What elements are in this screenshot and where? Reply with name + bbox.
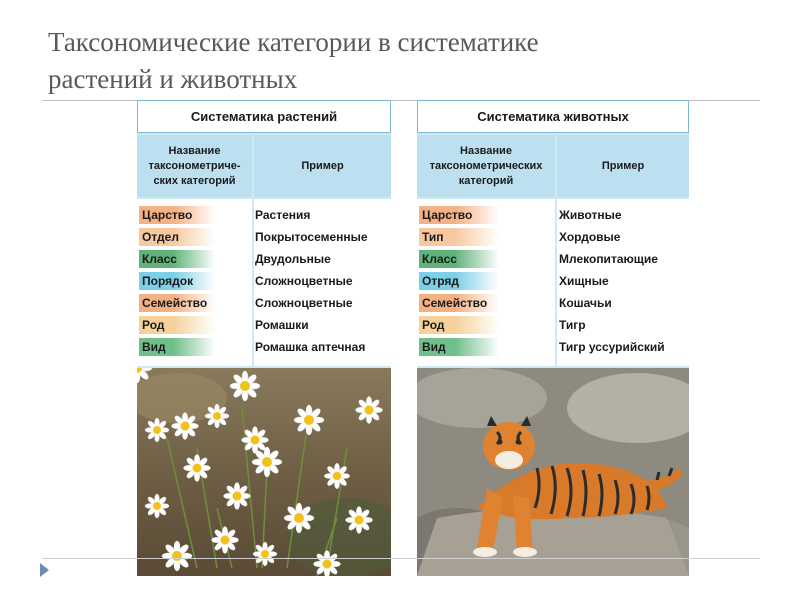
rank-label: Царство (419, 206, 499, 224)
rank-label: Порядок (139, 272, 215, 290)
example-label: Животные (559, 208, 622, 222)
slide-title (48, 24, 728, 98)
table-row (417, 227, 689, 247)
rank-label: Семейство (139, 294, 215, 312)
example-label: Млекопитающие (559, 252, 658, 266)
animals-col-example-header: Пример (557, 135, 689, 197)
table-row (417, 249, 689, 269)
plants-rows (137, 199, 391, 366)
table-row (137, 205, 391, 225)
slide-title-line2: растений и животных (48, 64, 298, 94)
table-row (137, 227, 391, 247)
table-row (417, 315, 689, 335)
table-row (137, 337, 391, 357)
example-label: Хордовые (559, 230, 621, 244)
plants-header: Систематика растений (137, 100, 391, 133)
plants-col-rank-header: Название таксонометриче- ских категорий (137, 135, 252, 197)
animals-column-divider (555, 199, 557, 366)
chamomile-flowers-icon (137, 368, 391, 576)
rank-label: Вид (419, 338, 499, 356)
table-row (417, 205, 689, 225)
example-label: Растения (255, 208, 311, 222)
rank-label: Отдел (139, 228, 215, 246)
rank-label: Род (419, 316, 499, 334)
animals-col-rank-header: Название таксонометрических категорий (417, 135, 555, 197)
plants-col-example-header: Пример (254, 135, 391, 197)
example-label: Ромашка аптечная (255, 340, 366, 354)
example-label: Ромашки (255, 318, 309, 332)
example-label: Кошачьи (559, 296, 612, 310)
rank-label: Класс (419, 250, 499, 268)
table-row (137, 315, 391, 335)
table-row (137, 271, 391, 291)
table-row (417, 337, 689, 357)
rank-label: Вид (139, 338, 215, 356)
table-row (417, 293, 689, 313)
rank-label: Семейство (419, 294, 499, 312)
example-label: Хищные (559, 274, 609, 288)
example-label: Двудольные (255, 252, 331, 266)
table-row (417, 271, 689, 291)
plants-column-divider (252, 199, 254, 366)
rank-label: Тип (419, 228, 499, 246)
play-arrow-icon (40, 563, 49, 577)
plants-panel (137, 100, 391, 576)
example-label: Тигр уссурийский (559, 340, 665, 354)
example-label: Покрытосеменные (255, 230, 368, 244)
animals-header: Систематика животных (417, 100, 689, 133)
rank-label: Класс (139, 250, 215, 268)
example-label: Тигр (559, 318, 586, 332)
tiger-photo (417, 368, 689, 576)
table-row (137, 293, 391, 313)
animals-rows (417, 199, 689, 366)
rank-label: Род (139, 316, 215, 334)
animals-panel (417, 100, 689, 576)
chamomile-photo (137, 368, 391, 576)
footer-divider (42, 558, 760, 559)
tiger-icon (417, 368, 689, 576)
example-label: Сложноцветные (255, 274, 353, 288)
example-label: Сложноцветные (255, 296, 353, 310)
slide-title-line1: Таксономические категории в систематике (48, 27, 539, 57)
rank-label: Царство (139, 206, 215, 224)
table-row (137, 249, 391, 269)
rank-label: Отряд (419, 272, 499, 290)
